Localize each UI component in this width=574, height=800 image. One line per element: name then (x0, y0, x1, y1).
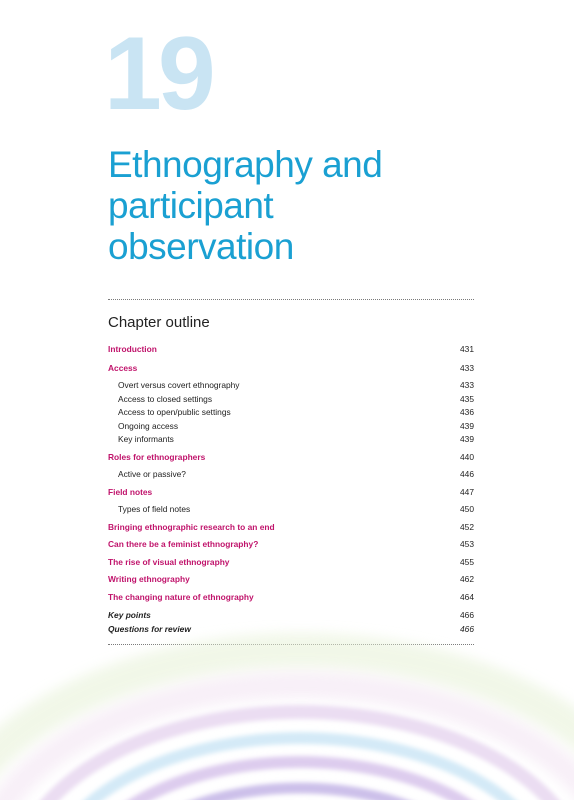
toc-section[interactable] (108, 362, 474, 376)
toc-page-number: 436 (460, 407, 474, 417)
toc-page-number: 446 (460, 469, 474, 479)
chapter-title-line: Ethnography and (108, 144, 383, 185)
toc-label: Access to closed settings (118, 393, 213, 404)
outline-heading: Chapter outline (108, 314, 210, 331)
toc-section[interactable] (108, 538, 474, 552)
toc-section[interactable] (108, 486, 474, 500)
toc-label: Key points (108, 610, 151, 620)
toc-label: The changing nature of ethnography (108, 591, 254, 602)
toc-page-number: 452 (460, 521, 474, 532)
chapter-title-line: observation (108, 226, 294, 267)
table-of-contents (108, 343, 474, 636)
toc-label: Types of field notes (118, 504, 191, 514)
chapter-title (108, 144, 528, 267)
toc-label: Introduction (108, 344, 157, 354)
chapter-number: 19 (104, 16, 212, 132)
toc-page-number: 433 (460, 380, 474, 390)
toc-page-number: 462 (460, 574, 474, 584)
toc-subsection[interactable] (108, 379, 474, 393)
toc-label: Bringing ethnographic research to an end (108, 521, 275, 532)
toc-page-number: 466 (460, 610, 474, 620)
toc-section[interactable] (108, 451, 474, 465)
toc-page-number: 453 (460, 539, 474, 549)
toc-page-number: 447 (460, 486, 474, 497)
toc-page-number: 435 (460, 393, 474, 404)
toc-subsection[interactable] (108, 420, 474, 434)
toc-section[interactable] (108, 343, 474, 357)
toc-page-number: 431 (460, 344, 474, 354)
toc-label: Ongoing access (118, 420, 179, 431)
toc-page-number: 450 (460, 504, 474, 514)
toc-section[interactable] (108, 591, 474, 605)
toc-label: Key informants (118, 434, 174, 444)
toc-section[interactable] (108, 521, 474, 535)
toc-label: Access (108, 362, 138, 373)
toc-page-number: 464 (460, 591, 474, 602)
toc-section[interactable] (108, 573, 474, 587)
toc-label: Can there be a feminist ethnography? (108, 539, 259, 549)
toc-label: Roles for ethnographers (108, 451, 206, 462)
toc-subsection[interactable] (108, 433, 474, 447)
toc-section[interactable] (108, 556, 474, 570)
toc-page-number: 440 (460, 451, 474, 462)
toc-label: Questions for review (108, 623, 191, 634)
toc-label: Active or passive? (118, 469, 186, 479)
toc-label: The rise of visual ethnography (108, 556, 230, 567)
toc-label: Field notes (108, 486, 153, 497)
toc-page-number: 455 (460, 556, 474, 567)
dotted-divider (108, 299, 474, 300)
toc-page-number: 439 (460, 420, 474, 431)
toc-subsection[interactable] (108, 503, 474, 517)
toc-label: Access to open/public settings (118, 407, 231, 417)
toc-subsection[interactable] (108, 406, 474, 420)
toc-label: Overt versus covert ethnography (118, 380, 240, 390)
decorative-arcs (0, 620, 574, 800)
toc-subsection[interactable] (108, 393, 474, 407)
toc-page-number: 466 (460, 623, 474, 634)
toc-subsection[interactable] (108, 468, 474, 482)
toc-label: Writing ethnography (108, 574, 190, 584)
toc-page-number: 433 (460, 362, 474, 373)
chapter-title-line: participant (108, 185, 274, 226)
toc-page-number: 439 (460, 434, 474, 444)
